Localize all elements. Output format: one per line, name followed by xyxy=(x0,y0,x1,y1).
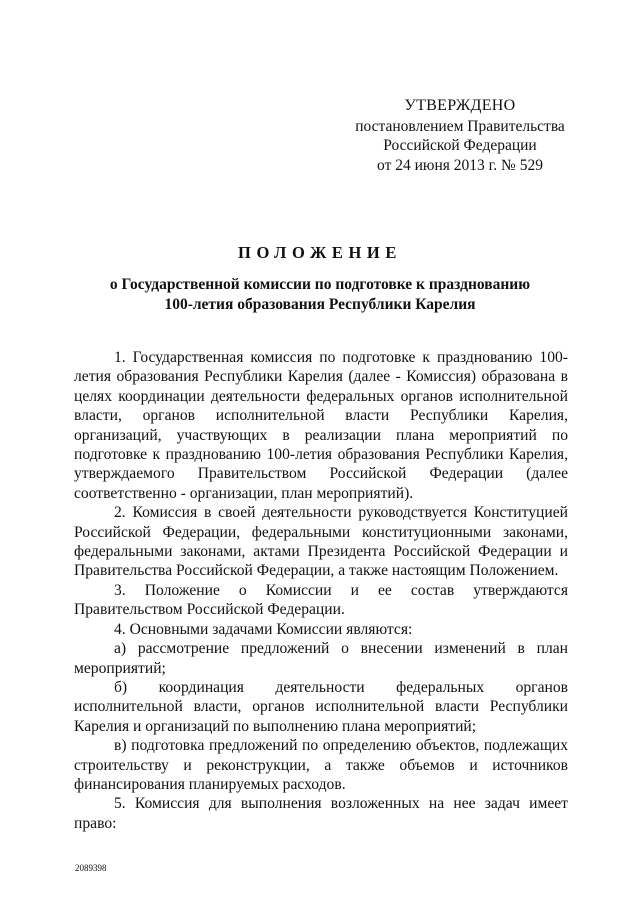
approval-line-federation: Российской Федерации xyxy=(383,137,537,154)
paragraph-5: 5. Комиссия для выполнения возложенных на нее задач имеет право: xyxy=(74,795,568,832)
paragraph-4a: а) рассмотрение предложений о внесении изменений в план мероприятий; xyxy=(74,640,568,677)
paragraph-4b: б) координация деятельности федеральных органов исполнительной власти, органов исполнительной власти Республики Карелия и организаций по выполнению плана мероприятий; xyxy=(74,678,568,735)
document-subtitle xyxy=(0,275,640,315)
document-subtitle-line-1: о Государственной комиссии по подготовке к празднованию xyxy=(109,276,531,293)
paragraph-3: 3. Положение о Комиссии и ее состав утверждаются Правительством Российской Федерации. xyxy=(74,581,568,619)
paragraph-2: 2. Комиссия в своей деятельности руководствуется Конституцией Российской Федерации, федеральными конституционными законами, федеральными законами, актами Президента Российской Федерации и Правительства Российской Федерации, а также настоящим Положением. xyxy=(74,504,568,580)
document-body xyxy=(74,348,568,833)
document-footer-number: 2089398 xyxy=(75,863,107,873)
document-title: ПОЛОЖЕНИЕ xyxy=(238,243,402,262)
document-subtitle-line-2: 100-летия образования Республики Карелия xyxy=(164,296,476,313)
approval-stamp: УТВЕРЖДЕНО xyxy=(404,97,516,114)
approval-line-authority: постановлением Правительства xyxy=(355,117,565,135)
paragraph-4c: в) подготовка предложений по определению объектов, подлежащих строительству и реконструкции, а также объемов и источников финансирования планируемых расходов. xyxy=(74,737,568,793)
paragraph-4: 4. Основными задачами Комиссии являются: xyxy=(114,620,413,638)
approval-line-date: от 24 июня 2013 г. № 529 xyxy=(377,156,543,174)
approval-block xyxy=(345,96,575,175)
paragraph-1: 1. Государственная комиссия по подготовке к празднованию 100-летия образования Республики Карелия (далее - Комиссия) образована в целях координации деятельности федеральных органов исполнительной власти, органов исполнительной власти Республики Карелия, организаций, участвующих в реализации плана мероприятий по подготовке к празднованию 100-летия образования Республики Карелия, утверждаемого Правительством Российской Федерации (далее соответственно - организации, план мероприятий). xyxy=(74,349,568,502)
